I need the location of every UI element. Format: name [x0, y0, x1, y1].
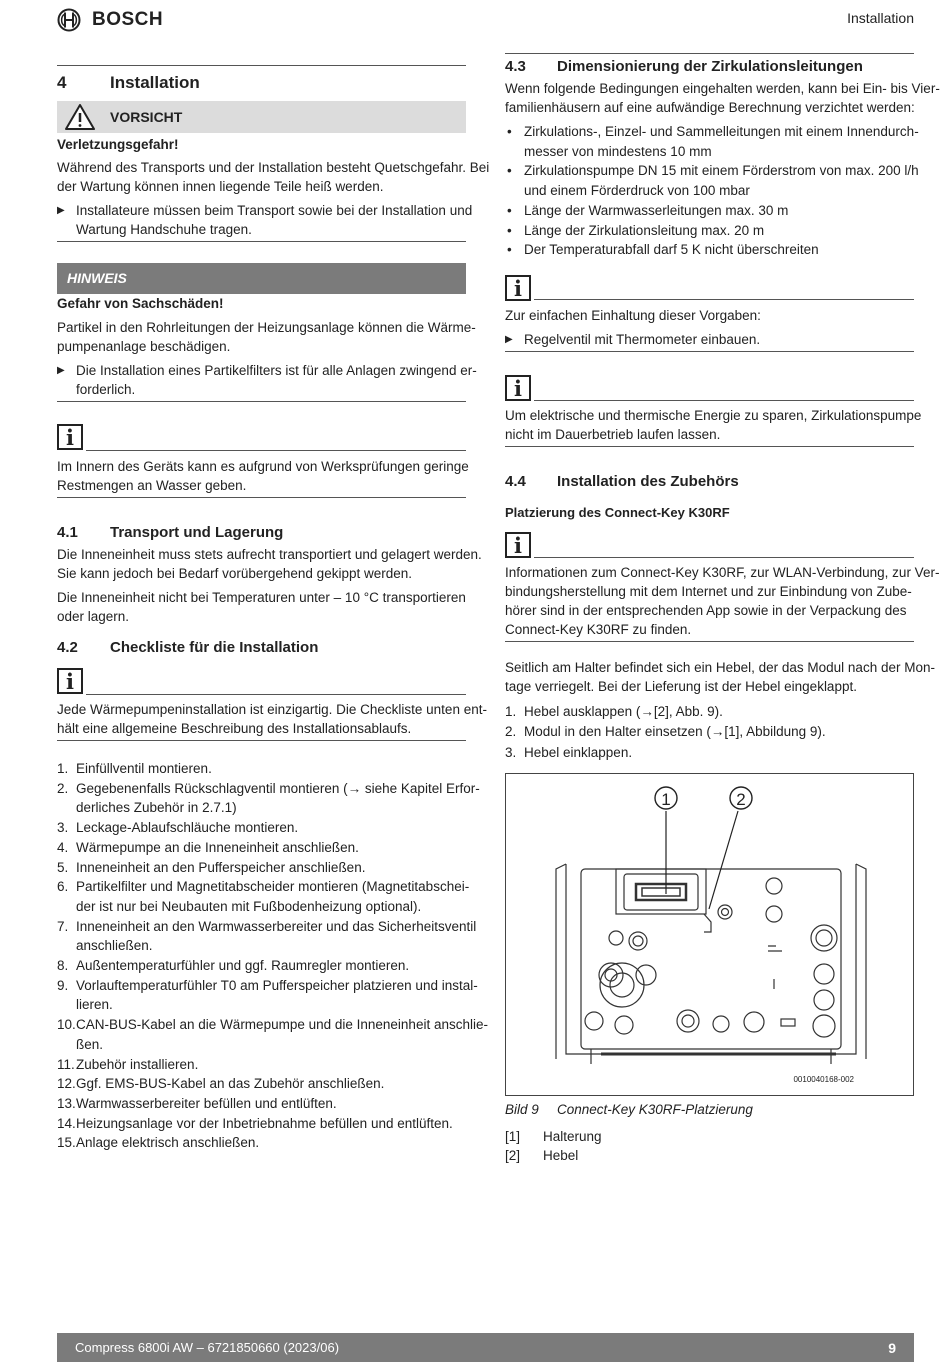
info-rule	[86, 450, 466, 451]
info-text-line: Zur einfachen Einhaltung dieser Vorgaben:	[505, 308, 761, 323]
info-icon: i	[57, 668, 83, 694]
checklist-step-number: 5.	[57, 859, 69, 875]
section-title: Dimensionierung der Zirkulationsleitungen	[557, 58, 863, 75]
figure-caption-text: Connect-Key K30RF-Platzierung	[557, 1102, 753, 1117]
checklist-step-text: ßen.	[76, 1036, 104, 1052]
section-number: 4.4	[505, 473, 526, 490]
figure-caption-number: Bild 9	[505, 1102, 539, 1117]
info-bullet-line: Regelventil mit Thermometer einbauen.	[524, 332, 761, 347]
info-text-line: Im Innern des Geräts kann es aufgrund von Werksprüfungen geringe	[57, 459, 469, 474]
checklist-step-number: 11.	[57, 1056, 75, 1072]
notice-banner	[57, 263, 466, 294]
checklist-step-number: 14.	[57, 1115, 76, 1131]
checklist-step-text: lieren.	[76, 997, 113, 1013]
checklist-step-text: Wärmepumpe an die Inneneinheit anschließen.	[76, 839, 359, 855]
mounting-step-number: 2.	[505, 724, 517, 740]
paragraph-line: Seitlich am Halter befindet sich ein Hebel, der das Modul nach der Mon-	[505, 660, 935, 675]
checklist-step-text: Inneneinheit an den Warmwasserbereiter und das Sicherheitsventil	[76, 918, 477, 934]
figure-code: 0010040168-002	[793, 1075, 854, 1084]
legend-text: Hebel	[543, 1148, 579, 1163]
checklist-step-number: 4.	[57, 839, 69, 855]
condition-line: messer von mindestens 10 mm	[524, 143, 712, 159]
checklist-step-number: 15.	[57, 1135, 76, 1151]
notice-text-line: Partikel in den Rohrleitungen der Heizungsanlage können die Wärme-	[57, 320, 476, 335]
info-icon: i	[505, 532, 531, 558]
divider	[505, 446, 914, 447]
mounting-step-number: 1.	[505, 704, 517, 719]
legend-ref: [2]	[505, 1148, 521, 1163]
bullet-dot-icon: •	[507, 124, 512, 139]
section-title: Checkliste für die Installation	[110, 639, 319, 656]
notice-heading: Gefahr von Sachschäden!	[57, 296, 224, 311]
notice-bullet-line: forderlich.	[76, 382, 136, 397]
info-rule	[534, 400, 914, 401]
checklist-step-text: Heizungsanlage vor der Inbetriebnahme befüllen und entlüften.	[76, 1115, 453, 1131]
checklist-step-text: Warmwasserbereiter befüllen und entlüften.	[76, 1095, 337, 1111]
info-text-line: nicht im Dauerbetrieb laufen lassen.	[505, 427, 721, 442]
section-title: Installation	[110, 73, 200, 92]
checklist-step-text: CAN-BUS-Kabel an die Wärmepumpe und die Inneneinheit anschlie-	[76, 1017, 488, 1033]
warning-triangle-icon	[64, 103, 96, 131]
section-rule	[505, 53, 914, 54]
caution-bullet-line: Installateure müssen beim Transport sowie bei der Installation und	[76, 203, 473, 218]
caution-text-line: Während des Transports und der Installation besteht Quetschgefahr. Bei	[57, 160, 490, 175]
section-title: Transport und Lagerung	[110, 524, 284, 541]
footer-document: Compress 6800i AW – 6721850660 (2023/06)	[75, 1340, 340, 1355]
legend-text: Halterung	[543, 1129, 602, 1144]
checklist-step-number: 10.	[57, 1017, 76, 1033]
condition-line: Der Temperaturabfall darf 5 K nicht überschreiten	[524, 242, 819, 258]
info-icon: i	[57, 424, 83, 450]
checklist-step-number: 6.	[57, 879, 69, 895]
callout-2: 2	[736, 790, 746, 809]
paragraph-line: familienhäusern auf eine aufwändige Berechnung verzichtet werden:	[505, 100, 915, 115]
brand-name: BOSCH	[92, 9, 164, 30]
checklist-step-text: derliches Zubehör in 2.7.1)	[76, 800, 237, 816]
paragraph-line: Sie kann jedoch bei Bedarf vorübergehend gekippt werden.	[57, 566, 412, 581]
paragraph-line: tage verriegelt. Bei der Lieferung ist der Hebel eingeklappt.	[505, 679, 857, 694]
callout-1: 1	[661, 790, 671, 809]
info-text-line: Um elektrische und thermische Energie zu sparen, Zirkulationspumpe	[505, 408, 922, 423]
notice-label: HINWEIS	[67, 270, 127, 286]
checklist-step-text: Einfüllventil montieren.	[76, 761, 212, 776]
mounting-step-text: Modul in den Halter einsetzen (→[1], Abbildung 9).	[524, 724, 826, 740]
connect-key-drawing	[506, 774, 913, 1095]
condition-line: Länge der Zirkulationsleitung max. 20 m	[524, 222, 765, 238]
footer-bar	[57, 1333, 914, 1362]
checklist-step-text: der ist nur bei Neubauten mit Fußbodenheizung optional).	[76, 898, 422, 914]
info-text-line: hält eine allgemeine Beschreibung des Installationsablaufs.	[57, 721, 412, 736]
divider	[57, 241, 466, 242]
condition-line: und einem Förderdruck von 100 mbar	[524, 183, 750, 199]
section-rule	[57, 65, 466, 66]
checklist-step-text: anschließen.	[76, 938, 153, 954]
paragraph-line: Die Inneneinheit muss stets aufrecht transportiert und gelagert werden.	[57, 547, 482, 562]
mounting-step-text: Hebel einklappen.	[524, 744, 633, 760]
section-number: 4.2	[57, 639, 78, 656]
checklist-step-text: Gegebenenfalls Rückschlagventil montieren (→ siehe Kapitel Erfor-	[76, 780, 480, 796]
checklist-step-number: 8.	[57, 958, 69, 973]
divider	[57, 497, 466, 498]
caution-text-line: der Wartung können innen liegende Teile heiß werden.	[57, 179, 384, 194]
figure-frame	[505, 773, 914, 1096]
checklist-step-number: 1.	[57, 761, 69, 776]
mounting-step-text: Hebel ausklappen (→[2], Abb. 9).	[524, 704, 723, 719]
info-rule	[534, 299, 914, 300]
section-title: Installation des Zubehörs	[557, 473, 739, 490]
section-number: 4.3	[505, 58, 526, 75]
paragraph-line: Die Inneneinheit nicht bei Temperaturen unter – 10 °C transportieren	[57, 590, 466, 605]
checklist-step-text: Vorlauftemperaturfühler T0 am Pufferspeicher platzieren und instal-	[76, 977, 478, 993]
checklist-step-number: 2.	[57, 780, 69, 796]
condition-line: Zirkulations-, Einzel- und Sammelleitungen mit einem Innendurch-	[524, 124, 919, 139]
divider	[57, 740, 466, 741]
info-text-line: bindungsherstellung mit dem Internet und zur Einbindung von Zube-	[505, 584, 912, 599]
bosch-logo	[57, 8, 172, 34]
checklist-step-text: Ggf. EMS-BUS-Kabel an das Zubehör anschließen.	[76, 1076, 385, 1092]
bullet-triangle-icon: ▶	[57, 205, 65, 216]
page-number: 9	[888, 1340, 896, 1356]
bullet-triangle-icon: ▶	[505, 334, 513, 345]
paragraph-line: oder lagern.	[57, 609, 130, 624]
header-section: Installation	[847, 10, 914, 26]
checklist-step-text: Anlage elektrisch anschließen.	[76, 1135, 260, 1151]
info-text-line: hörer sind in der entsprechenden App sowie in der Verpackung des	[505, 603, 907, 618]
condition-line: Länge der Warmwasserleitungen max. 30 m	[524, 202, 789, 218]
notice-text-line: pumpenanlage beschädigen.	[57, 339, 231, 354]
section-number: 4.1	[57, 524, 78, 541]
checklist-step-text: Außentemperaturfühler und ggf. Raumregler montieren.	[76, 958, 410, 973]
condition-line: Zirkulationspumpe DN 15 mit einem Förderstrom von max. 200 l/h	[524, 163, 919, 179]
checklist-step-text: Leckage-Ablaufschläuche montieren.	[76, 820, 299, 836]
caution-banner	[57, 101, 466, 133]
checklist-step-number: 13.	[57, 1095, 76, 1111]
paragraph-line: Wenn folgende Bedingungen eingehalten werden, kann bei Ein- bis Vier-	[505, 81, 940, 96]
divider	[57, 401, 466, 402]
section-number: 4	[57, 73, 67, 92]
checklist-step-number: 7.	[57, 918, 69, 934]
info-text-line: Restmengen an Wasser geben.	[57, 478, 247, 493]
info-text-line: Informationen zum Connect-Key K30RF, zur WLAN-Verbindung, zur Ver-	[505, 565, 940, 580]
bullet-dot-icon: •	[507, 222, 512, 238]
divider	[505, 351, 914, 352]
checklist-step-number: 12.	[57, 1076, 76, 1092]
subsection-title: Platzierung des Connect-Key K30RF	[505, 505, 730, 520]
bullet-dot-icon: •	[507, 202, 512, 218]
info-rule	[534, 557, 914, 558]
checklist-step-text: Partikelfilter und Magnetitabscheider montieren (Magnetitabschei-	[76, 879, 470, 895]
info-icon: i	[505, 375, 531, 401]
info-text-line: Jede Wärmepumpeninstallation ist einzigartig. Die Checkliste unten ent-	[57, 702, 487, 717]
checklist-step-number: 9.	[57, 977, 69, 993]
caution-heading: Verletzungsgefahr!	[57, 137, 179, 152]
divider	[505, 641, 914, 642]
bullet-dot-icon: •	[507, 242, 512, 258]
bullet-triangle-icon: ▶	[57, 365, 65, 376]
info-text-line: Connect-Key K30RF zu finden.	[505, 622, 692, 637]
mounting-step-number: 3.	[505, 744, 517, 760]
info-rule	[86, 694, 466, 695]
checklist-step-text: Inneneinheit an den Pufferspeicher anschließen.	[76, 859, 366, 875]
checklist-step-number: 3.	[57, 820, 69, 836]
bosch-armature-icon	[57, 8, 81, 32]
caution-label: VORSICHT	[110, 109, 183, 125]
notice-bullet-line: Die Installation eines Partikelfilters ist für alle Anlagen zwingend er-	[76, 363, 477, 378]
bullet-dot-icon: •	[507, 163, 512, 179]
info-icon: i	[505, 275, 531, 301]
legend-ref: [1]	[505, 1129, 521, 1144]
caution-bullet-line: Wartung Handschuhe tragen.	[76, 222, 252, 237]
checklist-step-text: Zubehör installieren.	[76, 1056, 199, 1072]
